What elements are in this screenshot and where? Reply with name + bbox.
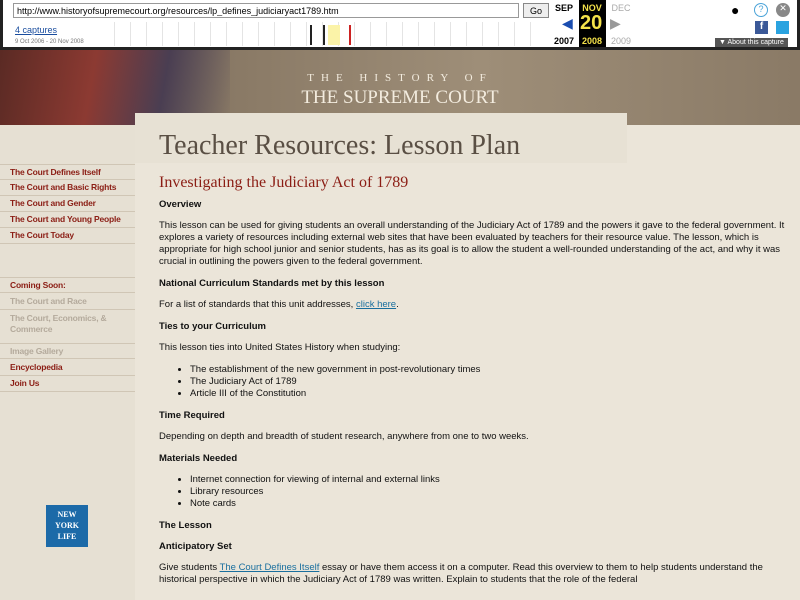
sidebar-item-defines[interactable]: The Court Defines Itself [0,164,135,180]
ties-list [190,364,795,400]
next-month: DEC [611,3,631,13]
page-title: Teacher Resources: Lesson Plan [159,130,521,161]
next-capture-icon: ▶ [610,15,621,31]
site-logo-title[interactable]: THE SUPREME COURT [301,87,499,108]
sidebar-item-today[interactable]: The Court Today [0,228,135,244]
capture-range: 9 Oct 2006 - 20 Nov 2008 [15,39,84,45]
go-button[interactable]: Go [523,3,549,18]
prev-year: 2007 [553,36,575,46]
sidebar-item-join[interactable]: Join Us [0,376,135,392]
captures-link[interactable]: 4 captures [15,25,58,35]
lesson-subtitle: Investigating the Judiciary Act of 1789 [159,174,409,191]
anticipatory-text: Give students The Court Defines Itself essay or have them access it on a computer. Read this overview to them to help students understand the historical perspective in which the Judiciary Act of 1789 was written. Explain to students that the role of the federal [159,562,763,585]
header-line1: THE HISTORY OF [307,72,493,84]
overview-heading: Overview [159,199,202,210]
list-item: • Internet connection for viewing of internal and external links [190,474,795,486]
ties-text: This lesson ties into United States History when studying: [159,342,401,353]
sidebar-item-basic-rights[interactable]: The Court and Basic Rights [0,180,135,196]
time-heading: Time Required [159,410,225,421]
close-icon[interactable]: ✕ [776,3,790,17]
list-item: • The establishment of the new government in post-revolutionary times [190,364,795,376]
court-defines-itself-link[interactable]: The Court Defines Itself [219,562,320,573]
sidebar-item-economics: The Court, Economics, & Commerce [10,313,107,334]
anticipatory-heading: Anticipatory Set [159,541,232,552]
materials-heading: Materials Needed [159,453,238,464]
standards-heading: National Curriculum Standards met by this lesson [159,278,385,289]
standards-text: For a list of standards that this unit addresses, click here. [159,299,399,310]
sidebar-item-image-gallery: Image Gallery [0,343,135,359]
materials-list [190,474,795,510]
sidebar-item-race: The Court and Race [0,294,135,310]
url-input[interactable] [13,3,519,18]
sidebar-item-encyclopedia[interactable]: Encyclopedia [0,360,135,376]
lesson-heading: The Lesson [159,520,212,531]
sidebar-item-young-people[interactable]: The Court and Young People [0,212,135,228]
coming-soon-label: Coming Soon: [0,277,135,293]
about-capture-button[interactable]: ▼ About this capture [715,38,788,47]
twitter-icon[interactable] [776,21,789,34]
time-text: Depending on depth and breadth of student research, anywhere from one to two weeks. [159,431,529,442]
list-item: • Article III of the Constitution [190,388,795,400]
facebook-icon[interactable]: f [755,21,768,34]
prev-month[interactable]: SEP [554,3,573,13]
list-item: • Library resources [190,486,795,498]
new-york-life-logo[interactable]: NEW YORK LIFE [46,505,88,547]
lesson-content [159,174,795,596]
account-icon[interactable]: ● [731,2,740,18]
list-item: • Note cards [190,498,795,510]
capture-sparkline[interactable] [99,22,545,46]
standards-link[interactable]: click here [355,299,397,310]
wayback-toolbar [0,0,800,50]
list-item: • The Judiciary Act of 1789 [190,376,795,388]
help-icon[interactable]: ? [754,3,768,17]
sidebar-item-gender[interactable]: The Court and Gender [0,196,135,212]
overview-text: This lesson can be used for giving students an overall understanding of the Judiciary Act of 1789 and the powers it gave to the federal government. It explores a variety of resources including external web sites that have been evaluated by teachers for their resource value. The lesson, which is appropriate for high school junior and senior students, has as its goal is to allow the student a well-rounded understanding of the act, and why it was crucial in outlining the powers given to the federal government. [159,220,785,267]
current-capture: NOV 20 2008 [579,0,606,47]
prev-capture-icon[interactable]: ◀ [562,15,573,31]
next-year: 2009 [610,36,632,46]
ties-heading: Ties to your Curriculum [159,321,266,332]
